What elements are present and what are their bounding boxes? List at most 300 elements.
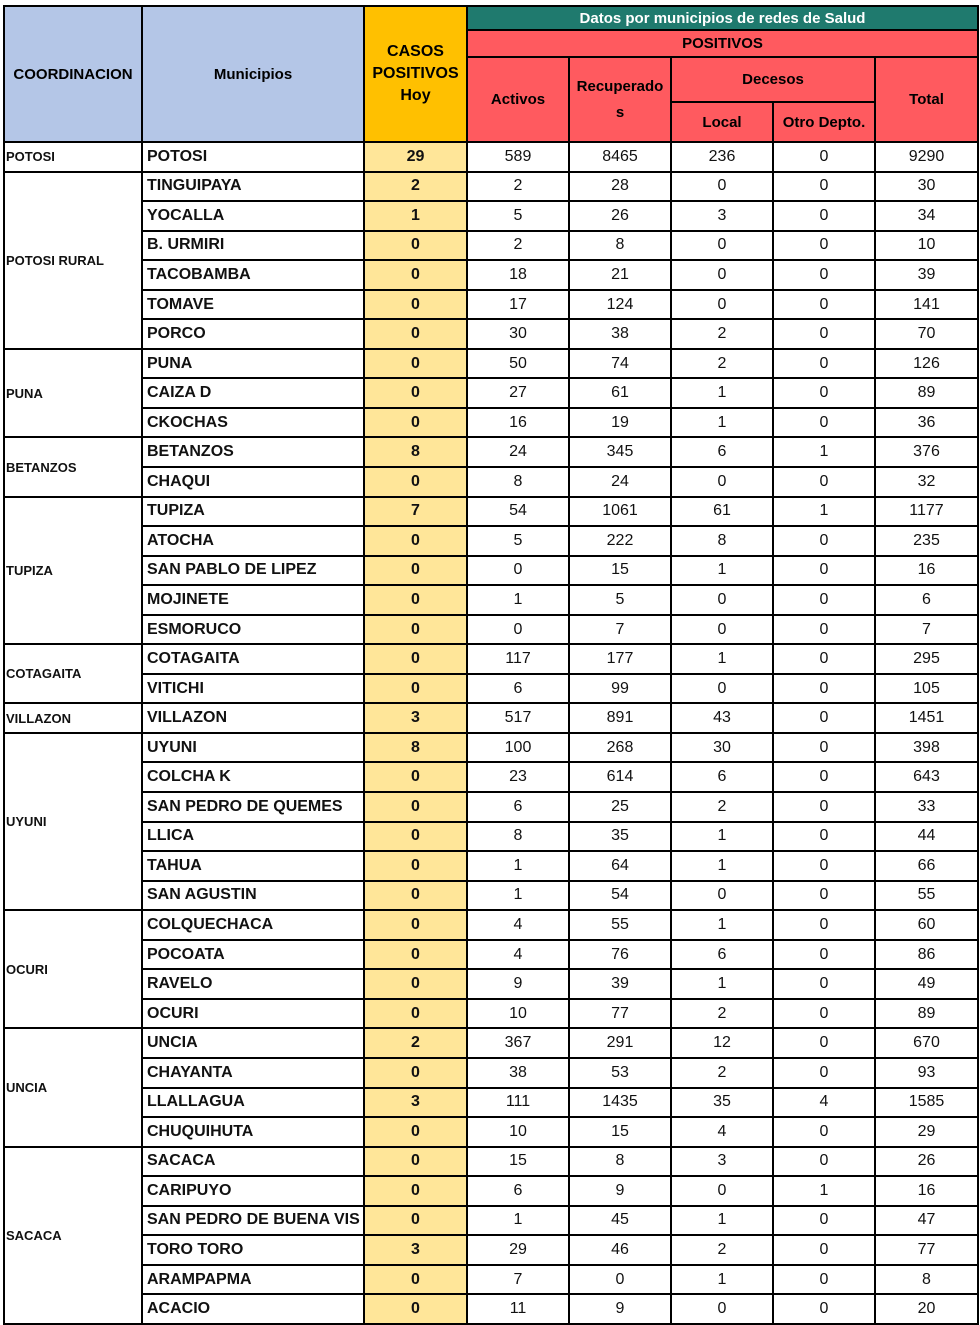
total-cell: 20: [875, 1294, 978, 1324]
recuperados-cell: 8: [569, 231, 671, 261]
coordinacion-cell: POTOSI: [4, 142, 142, 172]
recuperados-cell: 61: [569, 378, 671, 408]
table-row: [4, 497, 978, 527]
decesos-local-cell: 35: [671, 1088, 773, 1118]
table-row: [4, 1147, 978, 1177]
decesos-local-cell: 2: [671, 999, 773, 1029]
casos-hoy-cell: 0: [364, 851, 467, 881]
activos-header: Activos: [467, 57, 569, 142]
decesos-otro-cell: 0: [773, 319, 875, 349]
municipio-cell: POCOATA: [142, 940, 364, 970]
recuperados-cell: 177: [569, 644, 671, 674]
total-cell: 10: [875, 231, 978, 261]
decesos-local-cell: 1: [671, 408, 773, 438]
municipio-cell: SAN PEDRO DE QUEMES: [142, 792, 364, 822]
decesos-local-cell: 0: [671, 290, 773, 320]
activos-cell: 30: [467, 319, 569, 349]
decesos-otro-cell: 0: [773, 792, 875, 822]
recuperados-cell: 21: [569, 260, 671, 290]
total-cell: 376: [875, 437, 978, 467]
decesos-local-cell: 0: [671, 674, 773, 704]
municipio-cell: TAHUA: [142, 851, 364, 881]
table-body: [4, 142, 978, 1324]
recuperados-cell: 345: [569, 437, 671, 467]
casos-hoy-cell: 0: [364, 290, 467, 320]
recuperados-cell: 28: [569, 172, 671, 202]
recuperados-cell: 64: [569, 851, 671, 881]
casos-hoy-cell: 0: [364, 526, 467, 556]
decesos-local-cell: 2: [671, 349, 773, 379]
municipio-cell: SAN PEDRO DE BUENA VIS: [142, 1206, 364, 1236]
casos-hoy-cell: 29: [364, 142, 467, 172]
activos-cell: 4: [467, 910, 569, 940]
decesos-otro-cell: 0: [773, 881, 875, 911]
decesos-otro-cell: 0: [773, 1147, 875, 1177]
total-cell: 1451: [875, 703, 978, 733]
table-row: [4, 319, 978, 349]
otro-depto-header: Otro Depto.: [773, 102, 875, 142]
casos-hoy-cell: 0: [364, 1176, 467, 1206]
table-row: [4, 644, 978, 674]
municipio-cell: CKOCHAS: [142, 408, 364, 438]
decesos-otro-cell: 0: [773, 378, 875, 408]
recuperados-cell: 614: [569, 762, 671, 792]
activos-cell: 50: [467, 349, 569, 379]
decesos-otro-cell: 0: [773, 349, 875, 379]
coordinacion-cell: UYUNI: [4, 733, 142, 910]
decesos-otro-cell: 0: [773, 969, 875, 999]
recuperados-cell: 291: [569, 1028, 671, 1058]
decesos-otro-cell: 0: [773, 526, 875, 556]
decesos-local-cell: 0: [671, 231, 773, 261]
total-cell: 30: [875, 172, 978, 202]
recuperados-cell: 222: [569, 526, 671, 556]
activos-cell: 11: [467, 1294, 569, 1324]
activos-cell: 18: [467, 260, 569, 290]
municipio-cell: CARIPUYO: [142, 1176, 364, 1206]
municipio-cell: ESMORUCO: [142, 615, 364, 645]
decesos-otro-cell: 0: [773, 940, 875, 970]
casos-hoy-cell: 0: [364, 378, 467, 408]
table-row: [4, 940, 978, 970]
table-row: [4, 1294, 978, 1324]
decesos-local-cell: 3: [671, 1147, 773, 1177]
decesos-local-cell: 6: [671, 437, 773, 467]
activos-cell: 10: [467, 1117, 569, 1147]
table-row: [4, 822, 978, 852]
total-cell: 105: [875, 674, 978, 704]
total-cell: 670: [875, 1028, 978, 1058]
table-header: [4, 6, 978, 142]
decesos-otro-cell: 0: [773, 851, 875, 881]
table-row: [4, 1028, 978, 1058]
municipio-cell: ACACIO: [142, 1294, 364, 1324]
recuperados-cell: 53: [569, 1058, 671, 1088]
table-row: [4, 1176, 978, 1206]
decesos-otro-cell: 0: [773, 822, 875, 852]
casos-hoy-cell: 0: [364, 822, 467, 852]
casos-hoy-cell: 0: [364, 969, 467, 999]
decesos-local-cell: 0: [671, 881, 773, 911]
table-row: [4, 674, 978, 704]
activos-cell: 6: [467, 674, 569, 704]
recuperados-cell: 55: [569, 910, 671, 940]
decesos-local-cell: 0: [671, 172, 773, 202]
decesos-local-cell: 6: [671, 762, 773, 792]
total-cell: 77: [875, 1235, 978, 1265]
table-row: [4, 585, 978, 615]
total-cell: 34: [875, 201, 978, 231]
decesos-local-cell: 61: [671, 497, 773, 527]
activos-cell: 5: [467, 201, 569, 231]
activos-cell: 9: [467, 969, 569, 999]
casos-hoy-cell: 0: [364, 940, 467, 970]
decesos-header: Decesos: [671, 57, 875, 102]
table-row: [4, 1117, 978, 1147]
recuperados-cell: 54: [569, 881, 671, 911]
recuperados-header-line2: s: [615, 103, 625, 121]
coordinacion-cell: OCURI: [4, 910, 142, 1028]
table-row: [4, 378, 978, 408]
decesos-otro-cell: 0: [773, 1117, 875, 1147]
activos-cell: 100: [467, 733, 569, 763]
total-cell: 89: [875, 999, 978, 1029]
table-row: [4, 526, 978, 556]
table-row: [4, 408, 978, 438]
decesos-local-cell: 0: [671, 260, 773, 290]
decesos-local-cell: 6: [671, 940, 773, 970]
municipio-cell: LLICA: [142, 822, 364, 852]
casos-hoy-cell: 0: [364, 231, 467, 261]
recuperados-cell: 15: [569, 556, 671, 586]
casos-hoy-cell: 0: [364, 319, 467, 349]
casos-hoy-cell: 0: [364, 467, 467, 497]
decesos-otro-cell: 0: [773, 1265, 875, 1295]
casos-hoy-cell: 3: [364, 1088, 467, 1118]
casos-hoy-cell: 3: [364, 1235, 467, 1265]
casos-hoy-cell: 0: [364, 792, 467, 822]
coordinacion-cell: SACACA: [4, 1147, 142, 1324]
recuperados-cell: 24: [569, 467, 671, 497]
decesos-local-cell: 0: [671, 467, 773, 497]
activos-cell: 111: [467, 1088, 569, 1118]
activos-cell: 6: [467, 792, 569, 822]
activos-cell: 6: [467, 1176, 569, 1206]
decesos-local-cell: 2: [671, 792, 773, 822]
decesos-local-cell: 0: [671, 585, 773, 615]
decesos-otro-cell: 1: [773, 1176, 875, 1206]
recuperados-cell: 74: [569, 349, 671, 379]
activos-cell: 1: [467, 851, 569, 881]
casos-hoy-cell: 0: [364, 408, 467, 438]
table-row: [4, 349, 978, 379]
activos-cell: 8: [467, 822, 569, 852]
recuperados-cell: 1061: [569, 497, 671, 527]
activos-cell: 8: [467, 467, 569, 497]
coordinacion-cell: PUNA: [4, 349, 142, 438]
casos-hoy-cell: 3: [364, 703, 467, 733]
casos-hoy-cell: 8: [364, 437, 467, 467]
recuperados-cell: 77: [569, 999, 671, 1029]
table-row: [4, 467, 978, 497]
casos-hoy-cell: 0: [364, 349, 467, 379]
recuperados-header: [569, 57, 671, 142]
table-row: [4, 910, 978, 940]
decesos-otro-cell: 0: [773, 201, 875, 231]
municipio-cell: COLQUECHACA: [142, 910, 364, 940]
municipio-cell: TACOBAMBA: [142, 260, 364, 290]
casos-header-line1: CASOS: [387, 43, 444, 60]
total-cell: 39: [875, 260, 978, 290]
recuperados-cell: 5: [569, 585, 671, 615]
decesos-otro-cell: 0: [773, 172, 875, 202]
activos-cell: 23: [467, 762, 569, 792]
table-row: [4, 437, 978, 467]
municipio-cell: ARAMPAPMA: [142, 1265, 364, 1295]
decesos-otro-cell: 1: [773, 497, 875, 527]
casos-hoy-cell: 0: [364, 1206, 467, 1236]
total-cell: 36: [875, 408, 978, 438]
table-row: [4, 1206, 978, 1236]
table-row: [4, 969, 978, 999]
total-cell: 141: [875, 290, 978, 320]
municipio-cell: SACACA: [142, 1147, 364, 1177]
total-cell: 89: [875, 378, 978, 408]
total-header: Total: [875, 57, 978, 142]
decesos-otro-cell: 0: [773, 644, 875, 674]
casos-hoy-cell: 0: [364, 881, 467, 911]
decesos-otro-cell: 0: [773, 290, 875, 320]
decesos-otro-cell: 0: [773, 231, 875, 261]
casos-hoy-cell: 0: [364, 1058, 467, 1088]
table-row: [4, 260, 978, 290]
decesos-local-cell: 0: [671, 615, 773, 645]
decesos-local-cell: 1: [671, 556, 773, 586]
municipio-cell: UYUNI: [142, 733, 364, 763]
casos-hoy-cell: 0: [364, 910, 467, 940]
municipio-cell: LLALLAGUA: [142, 1088, 364, 1118]
casos-hoy-cell: 8: [364, 733, 467, 763]
recuperados-cell: 9: [569, 1294, 671, 1324]
table-row: [4, 290, 978, 320]
table-row: [4, 703, 978, 733]
decesos-otro-cell: 0: [773, 467, 875, 497]
decesos-otro-cell: 0: [773, 260, 875, 290]
decesos-local-cell: 8: [671, 526, 773, 556]
table-row: [4, 615, 978, 645]
activos-cell: 15: [467, 1147, 569, 1177]
casos-hoy-cell: 0: [364, 615, 467, 645]
total-cell: 6: [875, 585, 978, 615]
activos-cell: 117: [467, 644, 569, 674]
decesos-otro-cell: 0: [773, 703, 875, 733]
activos-cell: 367: [467, 1028, 569, 1058]
recuperados-cell: 124: [569, 290, 671, 320]
municipio-cell: RAVELO: [142, 969, 364, 999]
coordinacion-cell: POTOSI RURAL: [4, 172, 142, 349]
total-cell: 44: [875, 822, 978, 852]
total-cell: 32: [875, 467, 978, 497]
decesos-otro-cell: 0: [773, 1028, 875, 1058]
activos-cell: 24: [467, 437, 569, 467]
activos-cell: 10: [467, 999, 569, 1029]
decesos-local-cell: 12: [671, 1028, 773, 1058]
decesos-local-cell: 43: [671, 703, 773, 733]
total-cell: 47: [875, 1206, 978, 1236]
decesos-otro-cell: 0: [773, 615, 875, 645]
local-header: Local: [671, 102, 773, 142]
total-cell: 295: [875, 644, 978, 674]
activos-cell: 27: [467, 378, 569, 408]
total-cell: 16: [875, 556, 978, 586]
recuperados-cell: 268: [569, 733, 671, 763]
municipio-cell: CAIZA D: [142, 378, 364, 408]
recuperados-cell: 45: [569, 1206, 671, 1236]
total-cell: 49: [875, 969, 978, 999]
casos-hoy-cell: 0: [364, 999, 467, 1029]
recuperados-cell: 35: [569, 822, 671, 852]
table-row: [4, 1265, 978, 1295]
activos-cell: 589: [467, 142, 569, 172]
decesos-local-cell: 1: [671, 1206, 773, 1236]
casos-hoy-cell: 1: [364, 201, 467, 231]
activos-cell: 7: [467, 1265, 569, 1295]
activos-cell: 4: [467, 940, 569, 970]
positivos-header: POSITIVOS: [467, 30, 978, 57]
municipio-cell: PUNA: [142, 349, 364, 379]
total-cell: 26: [875, 1147, 978, 1177]
recuperados-cell: 19: [569, 408, 671, 438]
casos-hoy-cell: 0: [364, 260, 467, 290]
decesos-local-cell: 1: [671, 851, 773, 881]
table-row: [4, 851, 978, 881]
decesos-local-cell: 0: [671, 1294, 773, 1324]
casos-header-line3: Hoy: [400, 87, 431, 104]
municipio-cell: CHUQUIHUTA: [142, 1117, 364, 1147]
total-cell: 55: [875, 881, 978, 911]
total-cell: 33: [875, 792, 978, 822]
table-row: [4, 231, 978, 261]
municipio-cell: COLCHA K: [142, 762, 364, 792]
decesos-otro-cell: 0: [773, 1058, 875, 1088]
decesos-otro-cell: 0: [773, 910, 875, 940]
decesos-local-cell: 3: [671, 201, 773, 231]
coordinacion-header: COORDINACION: [4, 6, 142, 142]
recuperados-cell: 26: [569, 201, 671, 231]
casos-hoy-cell: 0: [364, 585, 467, 615]
municipio-cell: PORCO: [142, 319, 364, 349]
recuperados-cell: 39: [569, 969, 671, 999]
table-row: [4, 172, 978, 202]
casos-hoy-cell: 0: [364, 1147, 467, 1177]
casos-hoy-cell: 0: [364, 674, 467, 704]
municipio-cell: TOMAVE: [142, 290, 364, 320]
table-row: [4, 142, 978, 172]
decesos-otro-cell: 0: [773, 142, 875, 172]
activos-cell: 0: [467, 615, 569, 645]
casos-header-line2: POSITIVOS: [372, 65, 459, 82]
recuperados-cell: 0: [569, 1265, 671, 1295]
municipio-cell: CHAYANTA: [142, 1058, 364, 1088]
recuperados-cell: 25: [569, 792, 671, 822]
activos-cell: 1: [467, 1206, 569, 1236]
coordinacion-cell: TUPIZA: [4, 497, 142, 645]
activos-cell: 16: [467, 408, 569, 438]
table-row: [4, 556, 978, 586]
decesos-otro-cell: 0: [773, 762, 875, 792]
decesos-otro-cell: 0: [773, 1294, 875, 1324]
casos-hoy-cell: 2: [364, 172, 467, 202]
total-cell: 93: [875, 1058, 978, 1088]
recuperados-cell: 8: [569, 1147, 671, 1177]
recuperados-cell: 38: [569, 319, 671, 349]
total-cell: 29: [875, 1117, 978, 1147]
activos-cell: 29: [467, 1235, 569, 1265]
datos-redes-header: Datos por municipios de redes de Salud: [467, 6, 978, 30]
municipio-cell: SAN PABLO DE LIPEZ: [142, 556, 364, 586]
coordinacion-cell: BETANZOS: [4, 437, 142, 496]
recuperados-cell: 15: [569, 1117, 671, 1147]
decesos-otro-cell: 0: [773, 1206, 875, 1236]
recuperados-cell: 46: [569, 1235, 671, 1265]
decesos-local-cell: 0: [671, 1176, 773, 1206]
decesos-local-cell: 2: [671, 1235, 773, 1265]
casos-hoy-cell: 2: [364, 1028, 467, 1058]
decesos-local-cell: 1: [671, 378, 773, 408]
casos-hoy-cell: 0: [364, 644, 467, 674]
decesos-local-cell: 1: [671, 1265, 773, 1295]
recuperados-cell: 891: [569, 703, 671, 733]
municipal-cases-table: [3, 5, 979, 1325]
decesos-local-cell: 30: [671, 733, 773, 763]
total-cell: 1177: [875, 497, 978, 527]
total-cell: 398: [875, 733, 978, 763]
table-row: [4, 881, 978, 911]
casos-hoy-cell: 0: [364, 762, 467, 792]
total-cell: 643: [875, 762, 978, 792]
total-cell: 16: [875, 1176, 978, 1206]
decesos-otro-cell: 1: [773, 437, 875, 467]
total-cell: 235: [875, 526, 978, 556]
activos-cell: 2: [467, 231, 569, 261]
municipio-cell: BETANZOS: [142, 437, 364, 467]
municipio-cell: VITICHI: [142, 674, 364, 704]
coordinacion-cell: UNCIA: [4, 1028, 142, 1146]
municipio-cell: TORO TORO: [142, 1235, 364, 1265]
decesos-otro-cell: 4: [773, 1088, 875, 1118]
decesos-otro-cell: 0: [773, 1235, 875, 1265]
recuperados-cell: 1435: [569, 1088, 671, 1118]
municipio-cell: CHAQUI: [142, 467, 364, 497]
decesos-local-cell: 1: [671, 644, 773, 674]
activos-cell: 1: [467, 585, 569, 615]
decesos-local-cell: 2: [671, 1058, 773, 1088]
table-row: [4, 1088, 978, 1118]
total-cell: 126: [875, 349, 978, 379]
activos-cell: 0: [467, 556, 569, 586]
total-cell: 60: [875, 910, 978, 940]
decesos-otro-cell: 0: [773, 674, 875, 704]
decesos-otro-cell: 0: [773, 556, 875, 586]
decesos-local-cell: 1: [671, 969, 773, 999]
municipio-cell: COTAGAITA: [142, 644, 364, 674]
municipio-cell: ATOCHA: [142, 526, 364, 556]
municipio-cell: TINGUIPAYA: [142, 172, 364, 202]
activos-cell: 38: [467, 1058, 569, 1088]
municipio-cell: VILLAZON: [142, 703, 364, 733]
activos-cell: 5: [467, 526, 569, 556]
decesos-local-cell: 1: [671, 910, 773, 940]
